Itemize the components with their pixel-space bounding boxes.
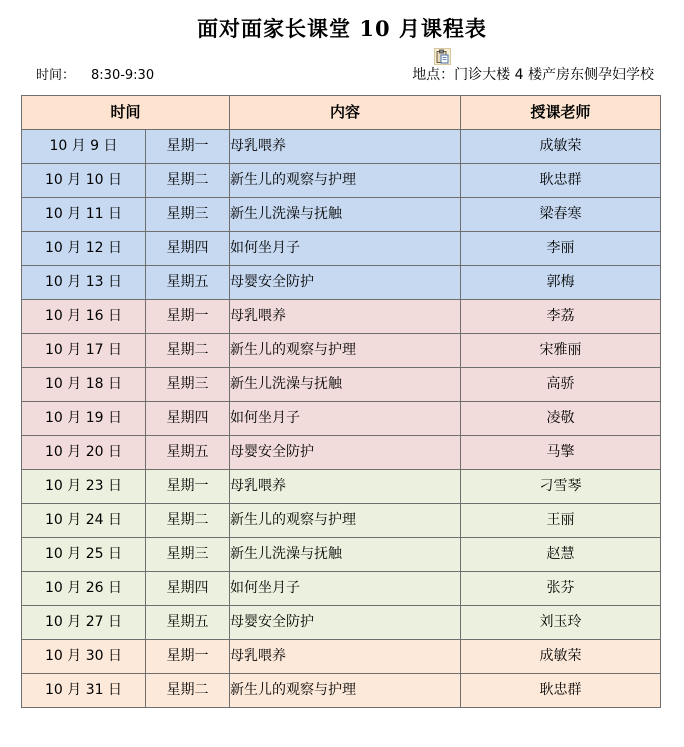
date-cell: 10 月 27 日 (22, 606, 146, 640)
content-cell: 母婴安全防护 (230, 606, 461, 640)
header-content: 内容 (230, 96, 461, 130)
teacher-cell: 李丽 (461, 232, 661, 266)
table-row (22, 130, 661, 164)
table-row (22, 300, 661, 334)
table-row (22, 402, 661, 436)
date-cell: 10 月 31 日 (22, 674, 146, 708)
content-cell: 如何坐月子 (230, 572, 461, 606)
teacher-cell: 王丽 (461, 504, 661, 538)
teacher-cell: 郭梅 (461, 266, 661, 300)
table-row (22, 572, 661, 606)
weekday-cell: 星期五 (146, 266, 230, 300)
teacher-cell: 张芬 (461, 572, 661, 606)
page-title: 面对面家长课堂 10 月课程表 (197, 16, 487, 41)
weekday-cell: 星期四 (146, 232, 230, 266)
weekday-cell: 星期四 (146, 572, 230, 606)
table-row (22, 266, 661, 300)
teacher-cell: 凌敬 (461, 402, 661, 436)
content-cell: 新生儿洗澡与抚触 (230, 198, 461, 232)
date-cell: 10 月 17 日 (22, 334, 146, 368)
date-cell: 10 月 25 日 (22, 538, 146, 572)
content-cell: 母婴安全防护 (230, 436, 461, 470)
teacher-cell: 梁春寒 (461, 198, 661, 232)
teacher-cell: 刁雪琴 (461, 470, 661, 504)
time-value: 8:30-9:30 (91, 68, 155, 83)
table-row (22, 640, 661, 674)
header-time: 时间 (22, 96, 230, 130)
content-cell: 新生儿的观察与护理 (230, 334, 461, 368)
weekday-cell: 星期四 (146, 402, 230, 436)
date-cell: 10 月 30 日 (22, 640, 146, 674)
table-row (22, 334, 661, 368)
weekday-cell: 星期一 (146, 470, 230, 504)
content-cell: 母乳喂养 (230, 640, 461, 674)
weekday-cell: 星期三 (146, 198, 230, 232)
content-cell: 母乳喂养 (230, 470, 461, 504)
date-cell: 10 月 26 日 (22, 572, 146, 606)
table-row (22, 606, 661, 640)
teacher-cell: 宋雅丽 (461, 334, 661, 368)
content-cell: 母婴安全防护 (230, 266, 461, 300)
date-cell: 10 月 11 日 (22, 198, 146, 232)
table-row (22, 504, 661, 538)
content-cell: 新生儿的观察与护理 (230, 164, 461, 198)
table-row (22, 436, 661, 470)
content-cell: 新生儿的观察与护理 (230, 674, 461, 708)
date-cell: 10 月 19 日 (22, 402, 146, 436)
weekday-cell: 星期一 (146, 130, 230, 164)
table-row (22, 368, 661, 402)
teacher-cell: 刘玉玲 (461, 606, 661, 640)
table-row (22, 470, 661, 504)
date-cell: 10 月 10 日 (22, 164, 146, 198)
table-row (22, 232, 661, 266)
content-cell: 母乳喂养 (230, 130, 461, 164)
clipboard-paste-icon[interactable] (434, 48, 451, 65)
time-label: 时间： (36, 68, 76, 83)
course-schedule-table (21, 95, 661, 708)
content-cell: 如何坐月子 (230, 402, 461, 436)
header-teacher: 授课老师 (461, 96, 661, 130)
teacher-cell: 成敏荣 (461, 640, 661, 674)
teacher-cell: 成敏荣 (461, 130, 661, 164)
teacher-cell: 高骄 (461, 368, 661, 402)
content-cell: 如何坐月子 (230, 232, 461, 266)
content-cell: 新生儿洗澡与抚触 (230, 538, 461, 572)
content-cell: 新生儿的观察与护理 (230, 504, 461, 538)
table-row (22, 674, 661, 708)
date-cell: 10 月 18 日 (22, 368, 146, 402)
date-cell: 10 月 20 日 (22, 436, 146, 470)
table-header-row (22, 96, 661, 130)
date-cell: 10 月 16 日 (22, 300, 146, 334)
table-row (22, 164, 661, 198)
date-cell: 10 月 13 日 (22, 266, 146, 300)
teacher-cell: 耿忠群 (461, 674, 661, 708)
class-location: 地点：门诊大楼 4 楼产房东侧孕妇学校 (412, 67, 654, 83)
class-time (36, 67, 154, 85)
weekday-cell: 星期二 (146, 504, 230, 538)
weekday-cell: 星期五 (146, 436, 230, 470)
weekday-cell: 星期二 (146, 164, 230, 198)
table-row (22, 538, 661, 572)
table-row (22, 198, 661, 232)
date-cell: 10 月 24 日 (22, 504, 146, 538)
weekday-cell: 星期三 (146, 368, 230, 402)
date-cell: 10 月 12 日 (22, 232, 146, 266)
teacher-cell: 李荔 (461, 300, 661, 334)
date-cell: 10 月 23 日 (22, 470, 146, 504)
weekday-cell: 星期二 (146, 674, 230, 708)
weekday-cell: 星期一 (146, 300, 230, 334)
content-cell: 新生儿洗澡与抚触 (230, 368, 461, 402)
teacher-cell: 赵慧 (461, 538, 661, 572)
date-cell: 10 月 9 日 (22, 130, 146, 164)
weekday-cell: 星期二 (146, 334, 230, 368)
teacher-cell: 耿忠群 (461, 164, 661, 198)
weekday-cell: 星期五 (146, 606, 230, 640)
teacher-cell: 马擎 (461, 436, 661, 470)
weekday-cell: 星期三 (146, 538, 230, 572)
weekday-cell: 星期一 (146, 640, 230, 674)
content-cell: 母乳喂养 (230, 300, 461, 334)
